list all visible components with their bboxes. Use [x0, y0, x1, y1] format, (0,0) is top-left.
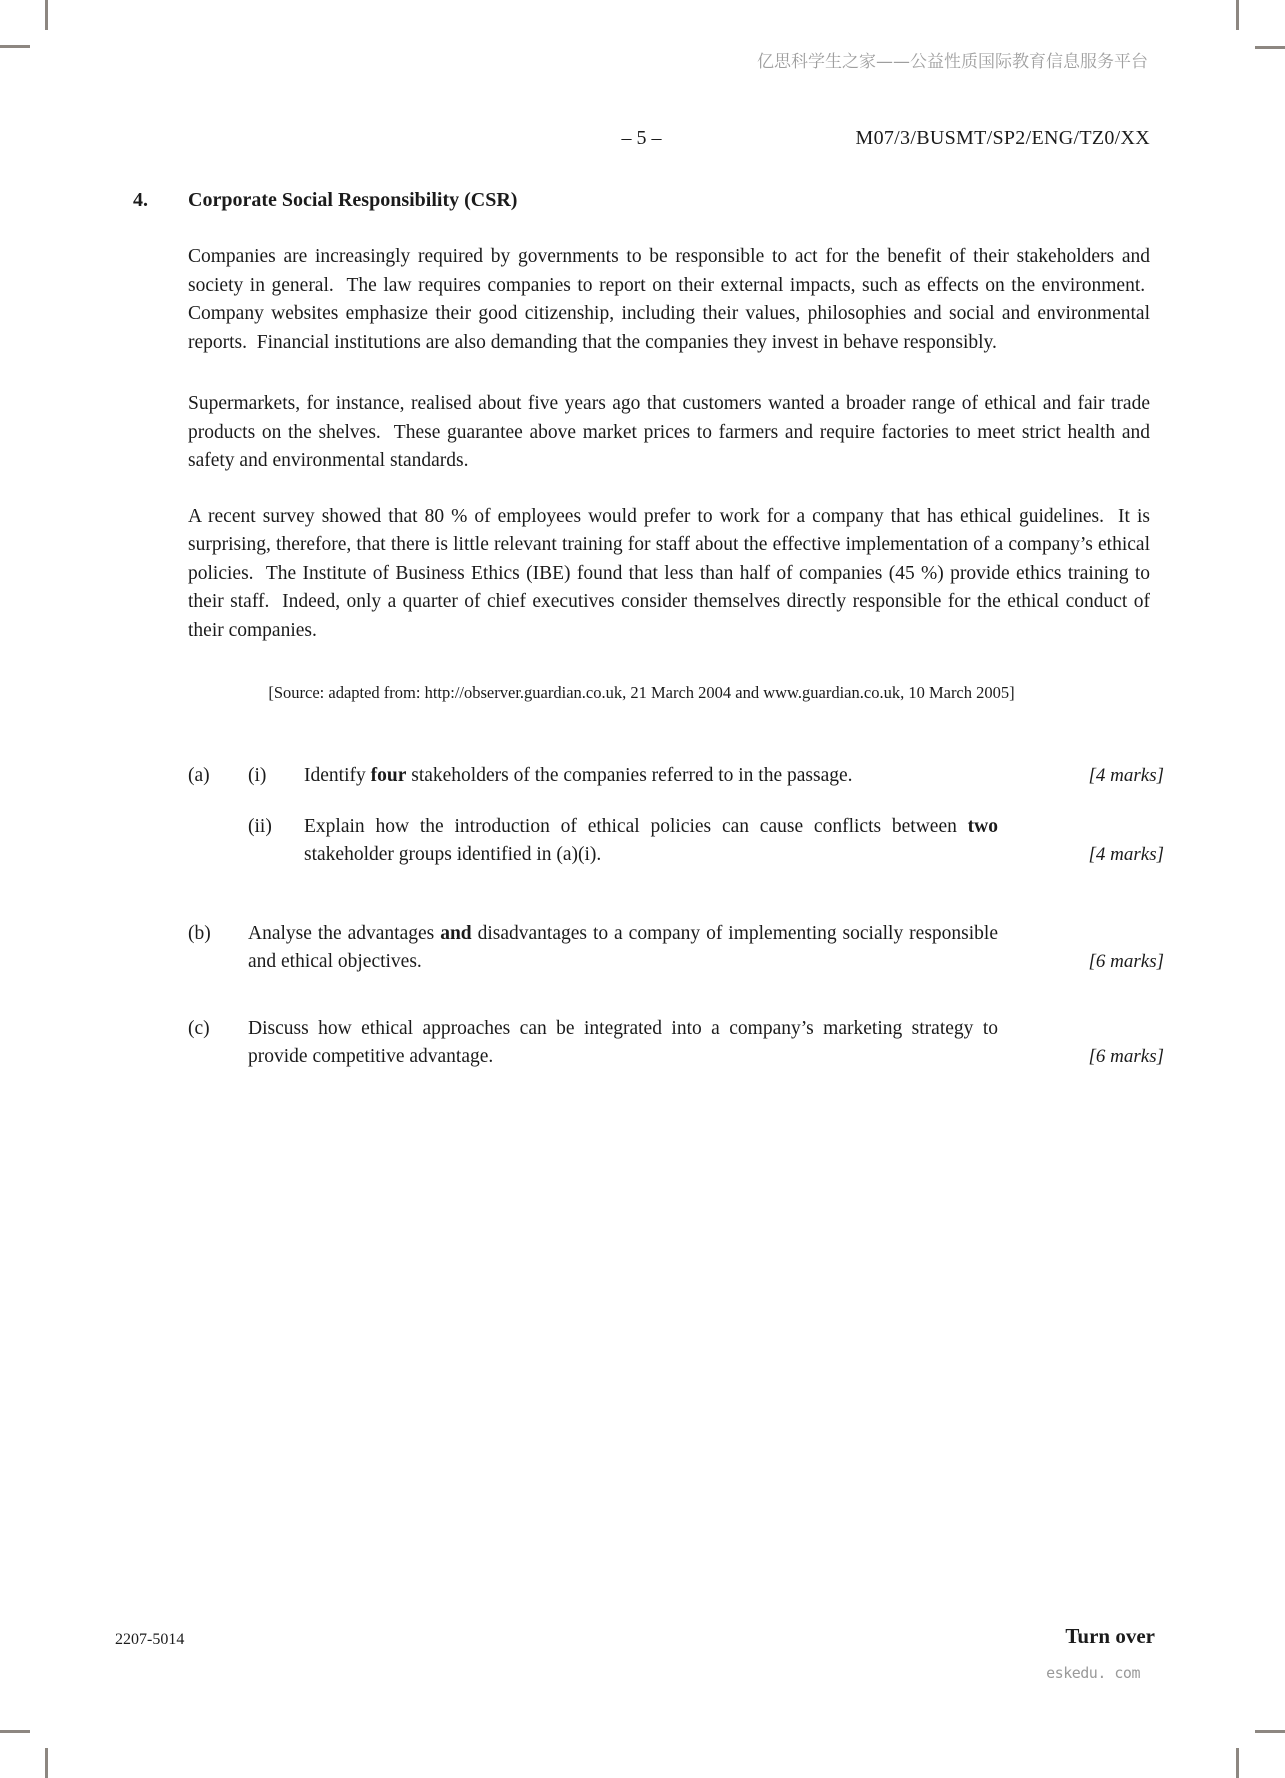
question-parts [188, 762, 1164, 1072]
part-text: Analyse the advantages and disadvantages to a company of implementing socially responsible and ethical objectives. [248, 922, 998, 972]
passage-paragraph: A recent survey showed that 80 % of employees would prefer to work for a company that has ethical guidelines. It is surprising, therefore, that there is little relevant training for staff about the effective implementation of a company’s ethical policies. The Institute of Business Ethics (IBE) found that less than half of companies (45 %) provide ethics training to their staff. Indeed, only a quarter of chief executives consider themselves directly responsible for the ethical conduct of their companies. [188, 505, 1150, 641]
question-part-a-ii [188, 813, 1164, 870]
footer-watermark: eskedu. com [1046, 1664, 1140, 1682]
part-label: (b) [188, 922, 211, 944]
question-content [133, 186, 1164, 1072]
crop-mark-bottom-right-horizontal [1255, 1730, 1285, 1733]
crop-mark-bottom-left-horizontal [0, 1730, 30, 1733]
crop-mark-top-left-horizontal [0, 45, 30, 48]
question-part-c [188, 1015, 1164, 1072]
question-part-b [188, 920, 1164, 977]
crop-mark-bottom-left-vertical [45, 1748, 48, 1778]
part-label: (a) [188, 765, 210, 786]
page-header [133, 127, 1150, 153]
marks-badge: [4 marks] [1088, 765, 1164, 786]
passage-paragraph: Supermarkets, for instance, realised about five years ago that customers wanted a broader range of ethical and fair trade products on the shelves. These guarantee above market prices to farmers and require factories to meet strict health and safety and environmental standards. [188, 393, 1150, 471]
paper-code: M07/3/BUSMT/SP2/ENG/TZ0/XX [855, 127, 1150, 149]
header-watermark: 亿思科学生之家——公益性质国际教育信息服务平台 [757, 52, 1148, 72]
part-sub-label: (i) [248, 765, 267, 786]
part-text: Discuss how ethical approaches can be integrated into a company’s marketing strategy to provide competitive advantage. [248, 1017, 998, 1067]
crop-mark-top-right-vertical [1236, 0, 1239, 30]
question-part-a-i [188, 762, 1164, 791]
part-text: Identify four stakeholders of the companies referred to in the passage. [304, 765, 853, 786]
crop-mark-top-left-vertical [45, 0, 48, 30]
turn-over-label: Turn over [1065, 1624, 1155, 1648]
marks-badge: [6 marks] [1088, 1046, 1164, 1067]
passage-paragraph: Companies are increasingly required by governments to be responsible to act for the benefit of their stakeholders and society in general. The law requires companies to report on their external impacts, such as effects on the environment. Company websites emphasize their good citizenship, including their values, philosophies and social and environmental reports. Financial institutions are also demanding that the companies they invest in behave responsibly. [188, 246, 1150, 353]
crop-mark-top-right-horizontal [1255, 46, 1285, 49]
page-number: – 5 – [621, 127, 662, 149]
marks-badge: [4 marks] [1088, 844, 1164, 865]
source-line: [Source: adapted from: http://observer.guardian.co.uk, 21 March 2004 and www.guardian.co.uk, 10 March 2005] [268, 683, 1015, 702]
question-title-row [133, 186, 1150, 214]
part-text: Explain how the introduction of ethical policies can cause conflicts between two stakeholder groups identified in (a)(i). [304, 815, 998, 865]
part-label: (c) [188, 1017, 210, 1039]
footer-paper-code: 2207-5014 [115, 1631, 185, 1648]
marks-badge: [6 marks] [1088, 951, 1164, 972]
part-sub-label: (ii) [248, 815, 272, 837]
question-number: 4. [133, 189, 148, 211]
crop-mark-bottom-right-vertical [1236, 1748, 1239, 1778]
question-title: Corporate Social Responsibility (CSR) [188, 189, 518, 211]
